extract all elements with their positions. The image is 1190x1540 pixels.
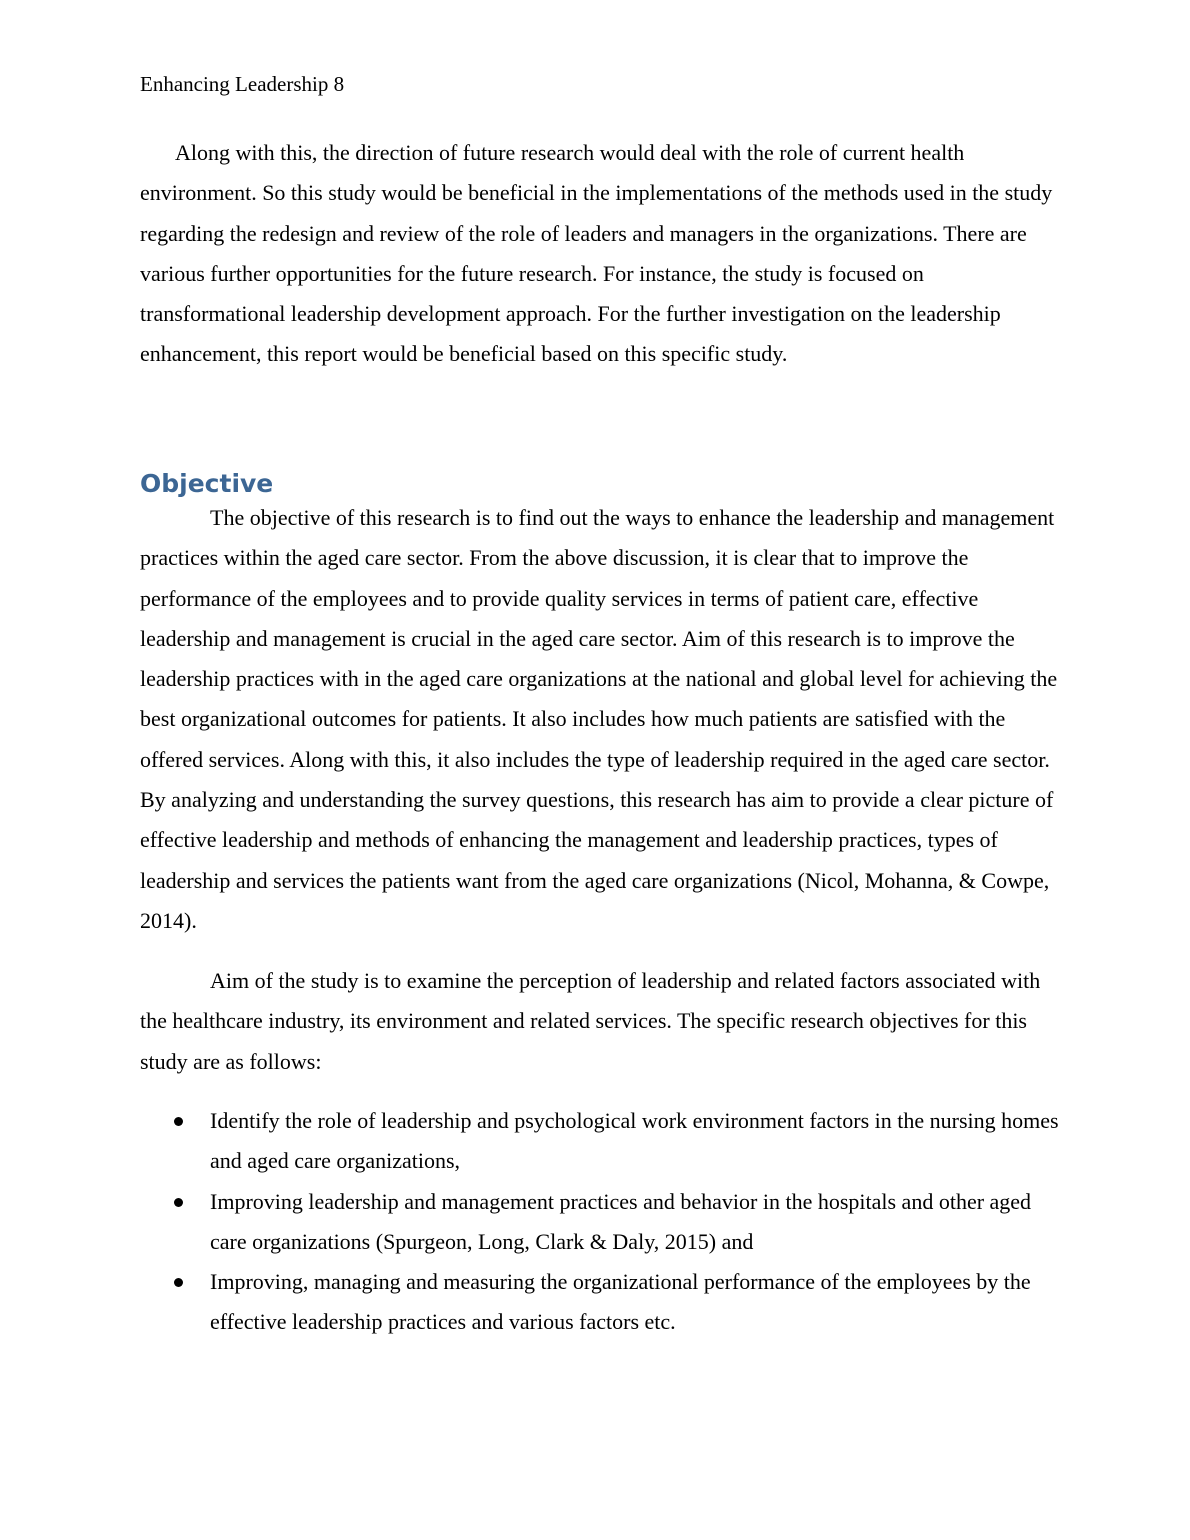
bullet-icon [174, 1198, 183, 1207]
list-item [140, 1262, 1060, 1343]
list-item-text: Improving leadership and management practices and behavior in the hospitals and other aged care organizations (Spurgeon, Long, Clark & Daly, 2015) and [210, 1188, 1032, 1254]
aim-paragraph: Aim of the study is to examine the perception of leadership and related factors associated with the healthcare industry, its environment and related services. The specific research objectives for this study are as follows: [140, 968, 1041, 1074]
aim-paragraph-block [140, 961, 1060, 1082]
list-item-text: Improving, managing and measuring the organizational performance of the employees by the effective leadership practices and various factors etc. [210, 1269, 1031, 1335]
bullet-icon [174, 1117, 183, 1126]
research-objectives-list [140, 1101, 1060, 1343]
running-header: Enhancing Leadership 8 [140, 72, 345, 96]
list-item [140, 1101, 1060, 1182]
bullet-icon [174, 1278, 183, 1287]
objective-paragraph-block [140, 498, 1060, 941]
intro-paragraph: Along with this, the direction of future research would deal with the role of current health environment. So this study would be beneficial in the implementations of the methods used in the study regarding the redesign and review of the role of leaders and managers in the organizations. There are various further opportunities for the future research. For instance, the study is focused on transformational leadership development approach. For the further investigation on the leadership enhancement, this report would be beneficial based on this specific study. [140, 140, 1053, 367]
intro-paragraph-block [140, 133, 1060, 375]
list-item [140, 1182, 1060, 1263]
section-heading-objective: Objective [140, 469, 274, 498]
objective-paragraph: The objective of this research is to find out the ways to enhance the leadership and management practices within the aged care sector. From the above discussion, it is clear that to improve the performance of the employees and to provide quality services in terms of patient care, effective leadership and management is crucial in the aged care sector. Aim of this research is to improve the leadership practices with in the aged care organizations at the national and global level for achieving the best organizational outcomes for patients. It also includes how much patients are satisfied with the offered services. Along with this, it also includes the type of leadership required in the aged care sector. By analyzing and understanding the survey questions, this research has aim to provide a clear picture of effective leadership and methods of enhancing the management and leadership practices, types of leadership and services the patients want from the aged care organizations (Nicol, Mohanna, & Cowpe, 2014). [140, 505, 1058, 933]
list-item-text: Identify the role of leadership and psychological work environment factors in the nursing homes and aged care organizations, [210, 1108, 1059, 1174]
